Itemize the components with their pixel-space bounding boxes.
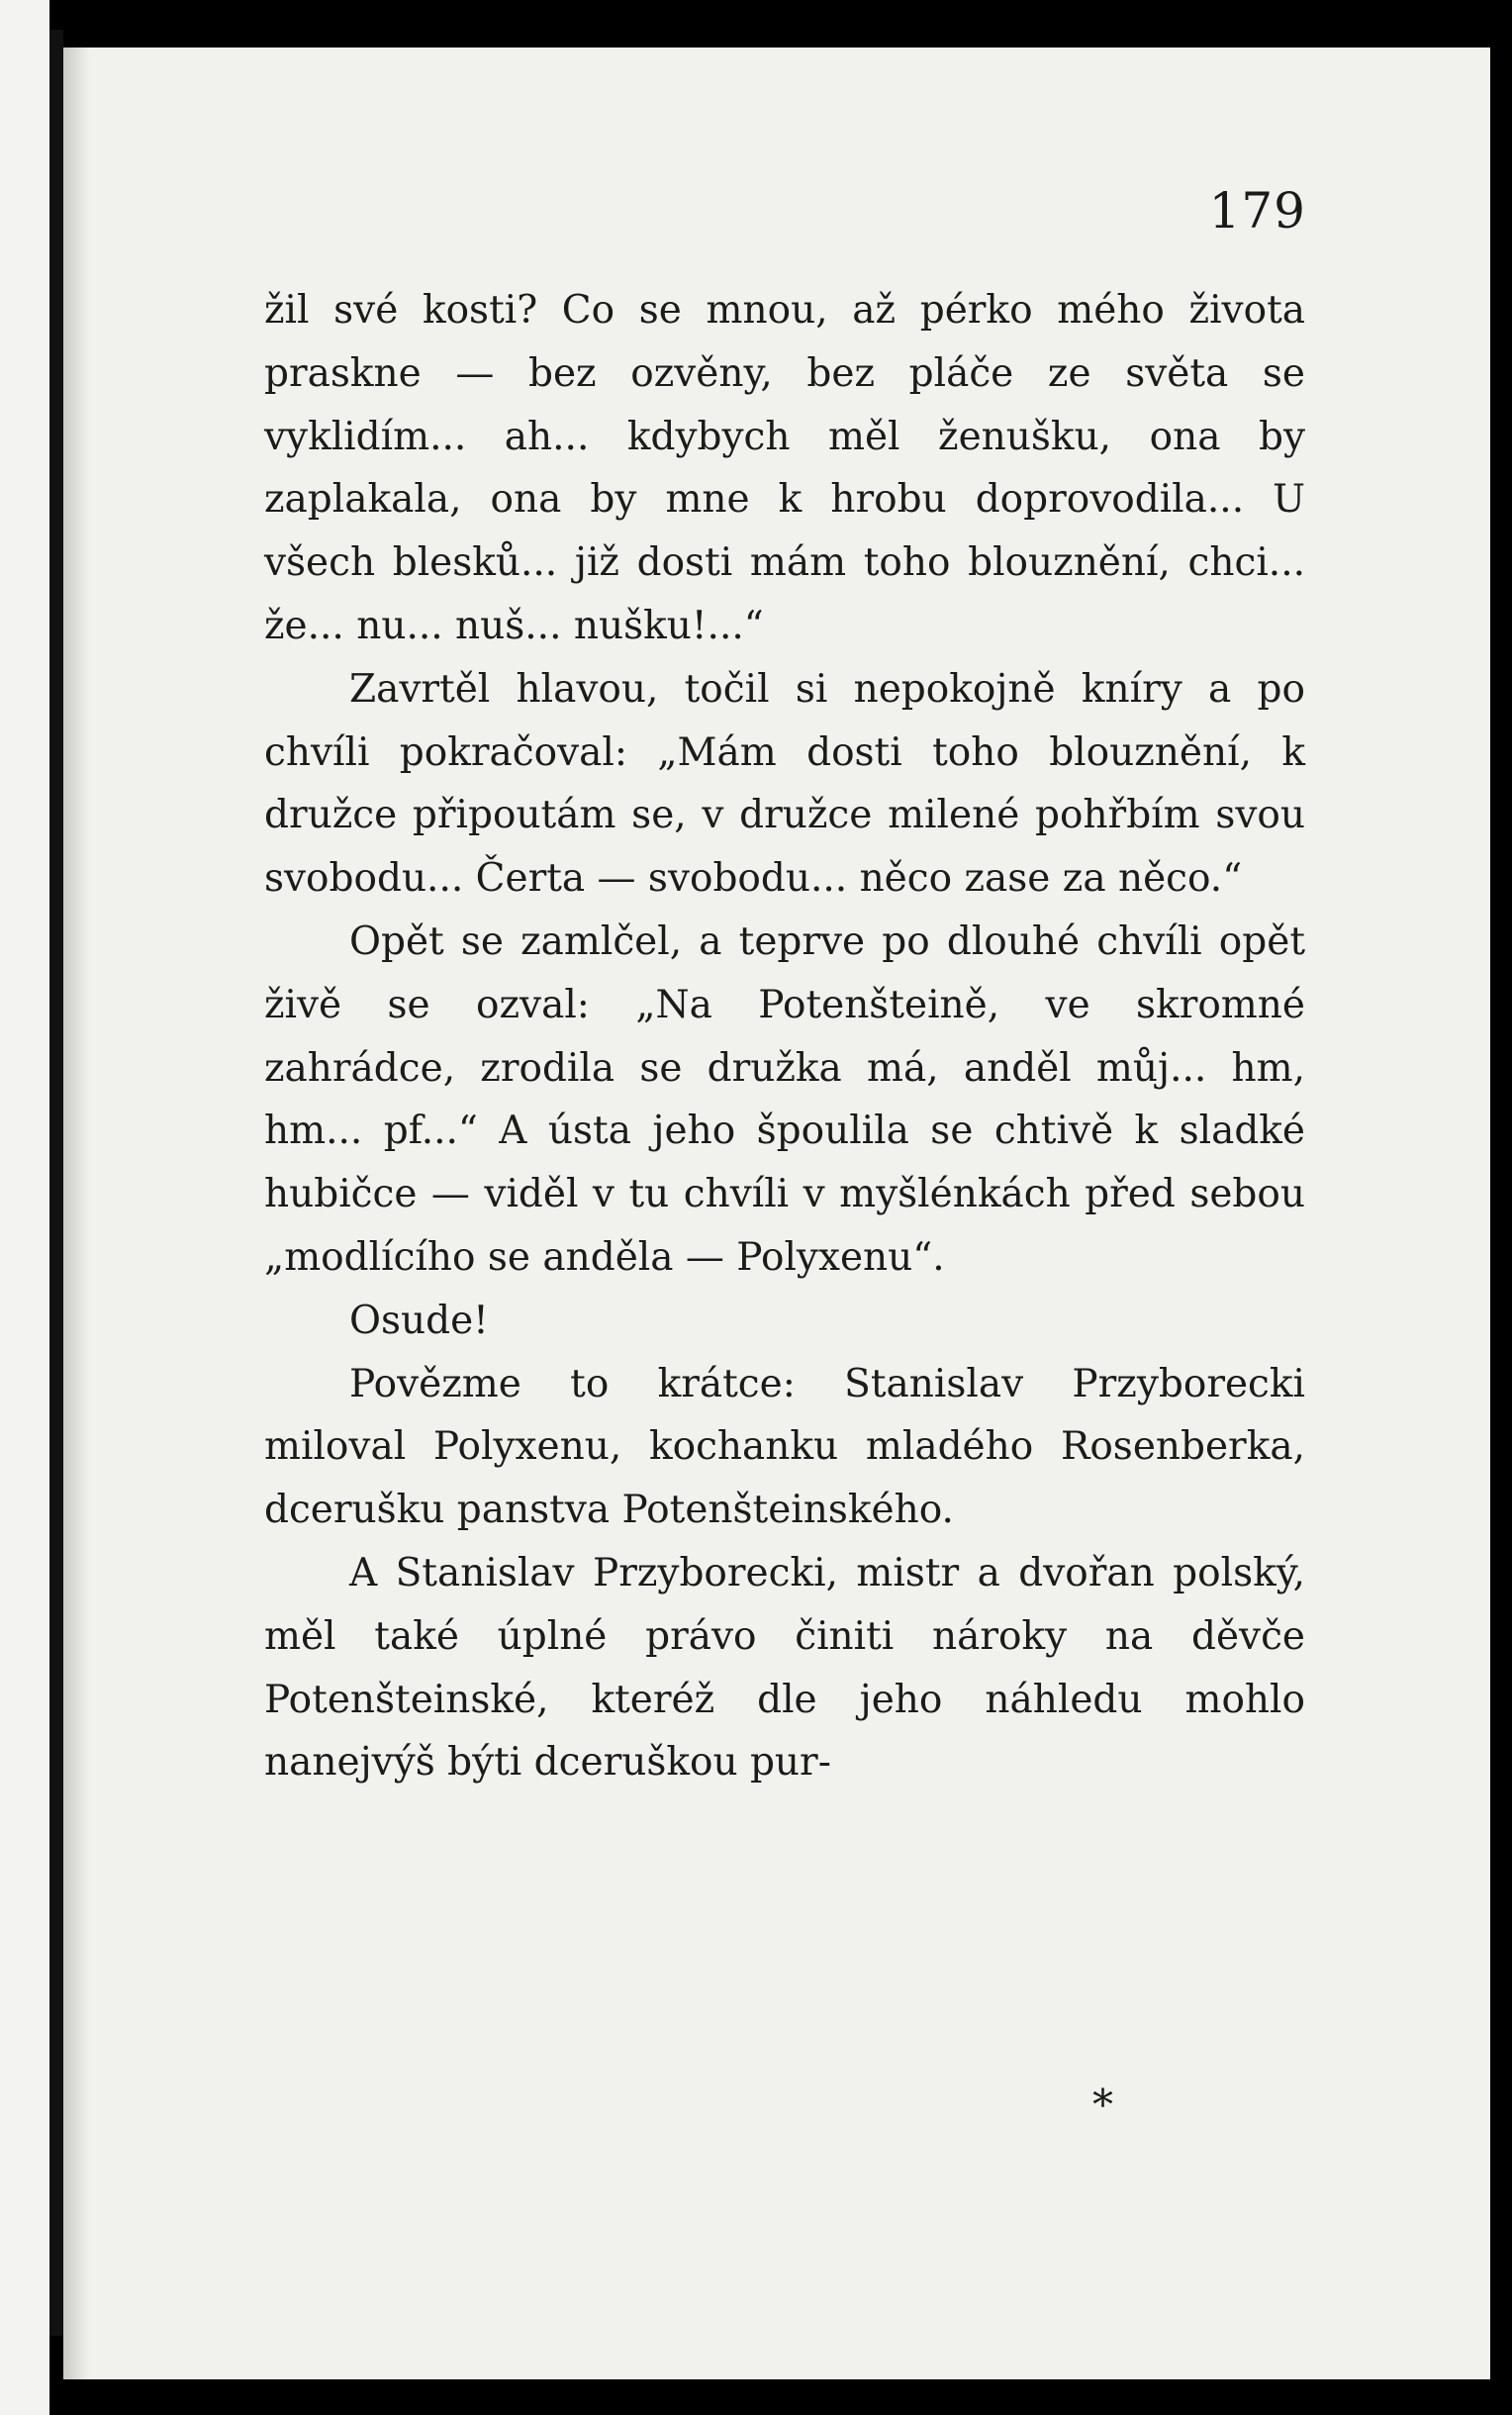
binding-shadow [49, 30, 63, 2336]
paragraph: Povězme to krátce: Stanislav Przyborecki miloval Polyxenu, kochanku mladého Rosenberka, dcerušku panstva Potenšteinského. [264, 1361, 1305, 1533]
paragraph-continued: žil své kosti? Co se mnou, až pérko mého života praskne — bez ozvěny, bez pláče ze světa se vyklidím... ah... kdybych měl ženušku, ona by zaplakala, ona by mne k hrobu doprovodila... U všech blesků... již dosti mám toho blouznění, chci... že... nu... nuš... nušku!...“ [264, 288, 1305, 648]
signature-mark: * [1092, 2080, 1113, 2129]
paragraph: Osude! [349, 1298, 489, 1343]
paragraph: A Stanislav Przyborecki, mistr a dvořan polský, měl také úplné právo činiti nároky na děvče Potenšteinské, kteréž dle jeho náhledu mohlo nanejvýš býti dceruškou pur- [264, 1550, 1305, 1786]
paragraph: Opět se zamlčel, a teprve po dlouhé chvíli opět živě se ozval: „Na Potenšteině, ve skromné zahrádce, zrodila se družka má, anděl můj... hm, hm... pf...“ A ústa jeho špoulila se chtivě k sladké hubičce — viděl v tu chvíli v myšlénkách před sebou „modlícího se anděla — Polyxenu“. [264, 918, 1305, 1280]
book-page [63, 48, 1490, 2379]
page-number: 179 [1208, 182, 1306, 240]
paragraph: Zavrtěl hlavou, točil si nepokojně kníry a po chvíli pokračoval: „Mám dosti toho blouznění, k družce připoutám se, v družce milené pohřbím svou svobodu... Čerta — svobodu... něco zase za něco.“ [264, 666, 1305, 902]
page-body-text [264, 279, 1305, 1794]
page-gutter-shade [63, 48, 89, 2379]
previous-page-edge [0, 0, 49, 2415]
